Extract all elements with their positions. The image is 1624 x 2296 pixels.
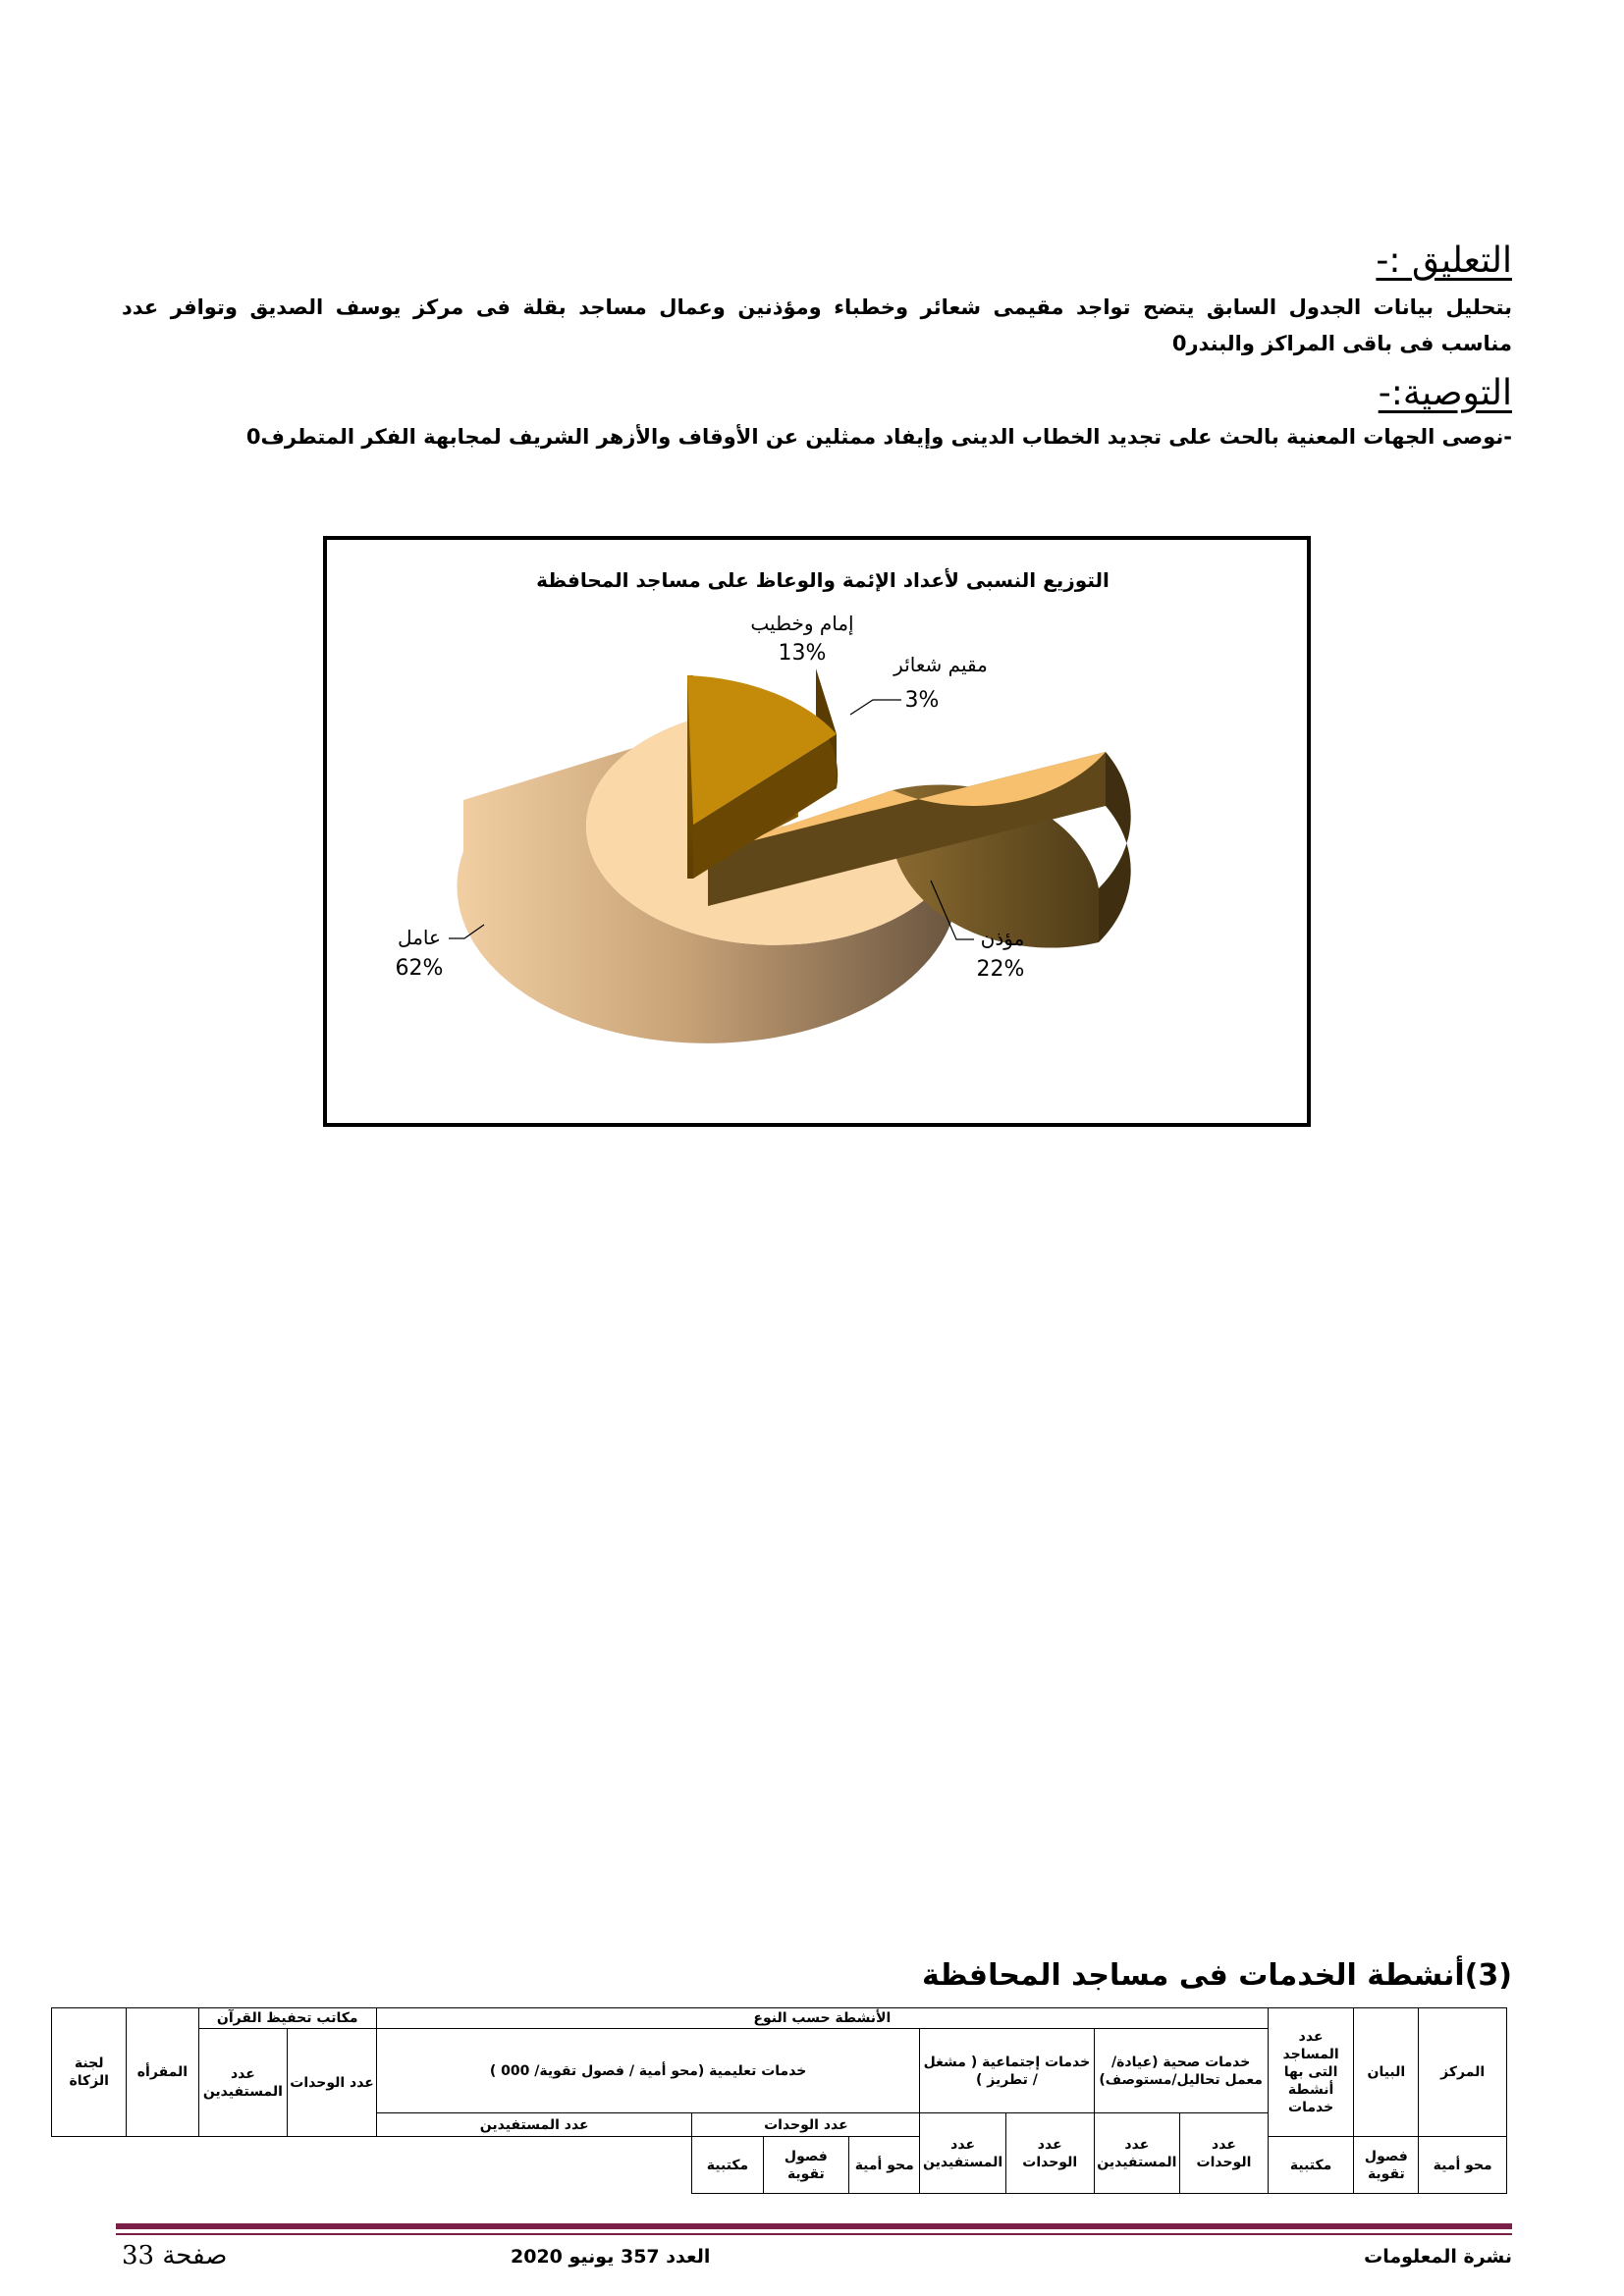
footer-rule-thick — [116, 2223, 1512, 2229]
col-health: خدمات صحية (عيادة/معمل تحاليل/مستوصف) — [1094, 2029, 1268, 2113]
label-muqeem-name: مقيم شعائر — [893, 653, 988, 676]
col-markaz: المركز — [1419, 2008, 1507, 2137]
col-reading-hall: المقرأه — [127, 2008, 198, 2137]
col-zakat: لجنة الزكاة — [52, 2008, 127, 2137]
col-health-units: عدد الوحدات — [1180, 2113, 1269, 2194]
col-bayan: البيان — [1354, 2008, 1419, 2137]
col-education: خدمات تعليمية (محو أمية / فصول تقوية/ 000 ) — [376, 2029, 919, 2113]
col-edu-literacy-units: محو أمية — [1419, 2137, 1507, 2194]
footer-publication: نشرة المعلومات — [1364, 2246, 1512, 2268]
col-quran-beneficiaries: عدد المستفيدين — [198, 2029, 288, 2137]
comment-line-2: مناسب فى باقى المراكز والبندر0 — [1171, 332, 1512, 355]
chart-frame — [323, 536, 1311, 1127]
label-moazen-name: مؤذن — [980, 927, 1025, 950]
label-imam-name: إمام وخطيب — [750, 612, 854, 635]
col-edu-literacy-beneficiaries: محو أمية — [849, 2137, 920, 2194]
col-mosques-count: عدد المساجد التى بها أنشطة خدمات — [1268, 2008, 1354, 2137]
col-edu-beneficiaries-group: عدد المستفيدين — [376, 2113, 692, 2137]
col-health-beneficiaries: عدد المستفيدين — [1094, 2113, 1180, 2194]
recommendation-heading: التوصية:- — [1378, 373, 1512, 413]
label-worker-name: عامل — [398, 926, 441, 949]
col-quran-units: عدد الوحدات — [288, 2029, 377, 2137]
col-edu-library-units: مكتبية — [1268, 2137, 1354, 2194]
section-title: (3)أنشطة الخدمات فى مساجد المحافظة — [922, 1958, 1512, 1993]
col-social-units: عدد الوحدات — [1005, 2113, 1094, 2194]
label-worker-value: 62% — [395, 956, 444, 981]
pie-chart — [327, 540, 1307, 1123]
col-activities-by-type: الأنشطة حسب النوع — [376, 2008, 1268, 2029]
footer-page-number: صفحة 33 — [122, 2241, 228, 2270]
comment-text — [122, 290, 1512, 362]
col-edu-tutoring-beneficiaries: فصول تقوية — [763, 2137, 849, 2194]
comment-heading: التعليق :- — [1376, 240, 1512, 281]
label-imam-value: 13% — [778, 641, 827, 666]
col-edu-units-group: عدد الوحدات — [692, 2113, 920, 2137]
col-edu-library-beneficiaries: مكتبية — [692, 2137, 763, 2194]
footer-issue: العدد 357 يونيو 2020 — [511, 2246, 711, 2268]
comment-line-1: بتحليل بيانات الجدول السابق يتضح تواجد مقيمى شعائر وخطباء ومؤذنين وعمال مساجد بقلة فى مركز يوسف الصديق وتوافر عدد — [122, 295, 1512, 319]
col-quran-offices: مكاتب تحفيظ القرآن — [198, 2008, 376, 2029]
chart-title: التوزيع النسبى لأعداد الإئمة والوعاظ على مساجد المحافظة — [536, 568, 1110, 592]
label-moazen-value: 22% — [976, 957, 1025, 982]
recommendation-text: -نوصى الجهات المعنية بالحث على تجديد الخطاب الدينى وإيفاد ممثلين عن الأوقاف والأزهر الشريف لمجابهة الفكر المتطرف0 — [245, 425, 1512, 449]
services-table — [51, 2007, 1507, 2194]
col-social-beneficiaries: عدد المستفيدين — [920, 2113, 1006, 2194]
label-muqeem-value: 3% — [904, 688, 940, 713]
col-edu-tutoring-units: فصول تقوية — [1354, 2137, 1419, 2194]
footer-rule-thin — [116, 2233, 1512, 2235]
col-social: خدمات إجتماعية ( مشغل / تطريز ) — [920, 2029, 1094, 2113]
